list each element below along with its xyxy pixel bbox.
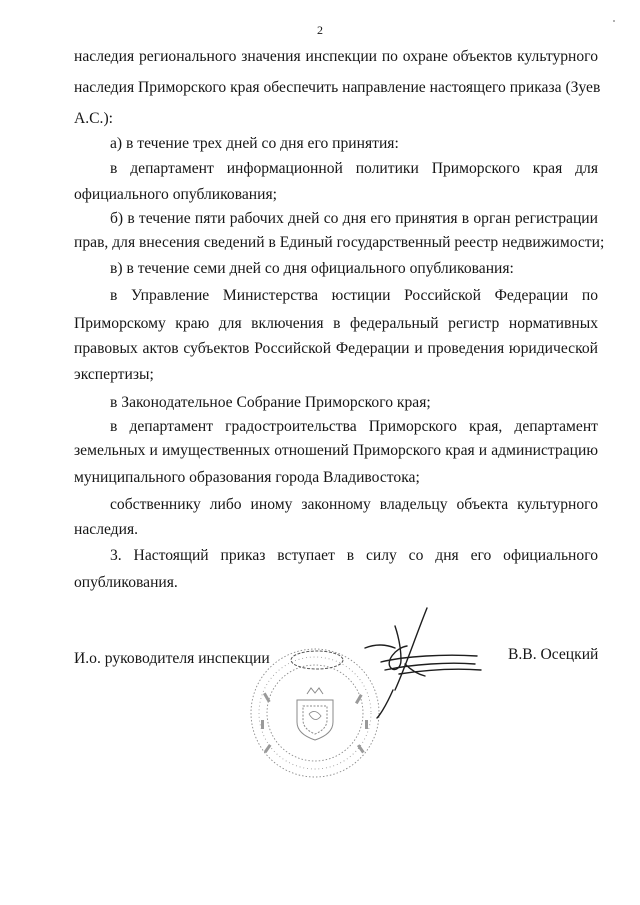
text-line: Приморскому краю для включения в федеральный регистр нормативных (74, 315, 598, 332)
text-line: правовых актов субъектов Российской Федерации и проведения юридической (74, 340, 598, 357)
text-line: а) в течение трех дней со дня его принятия: (110, 135, 399, 152)
text-line: 3. Настоящий приказ вступает в силу со дня его официального (110, 547, 598, 564)
text-line: муниципального образования города Владивостока; (74, 469, 420, 486)
text-line: в Законодательное Собрание Приморского края; (110, 394, 431, 411)
text-line: в) в течение семи дней со дня официального опубликования: (110, 260, 514, 277)
text-line: опубликования. (74, 574, 178, 591)
text-line: земельных и имущественных отношений Приморского края и администрацию (74, 442, 598, 459)
text-line: наследия Приморского края обеспечить направление настоящего приказа (Зуев (74, 79, 601, 96)
text-line: наследия регионального значения инспекции по охране объектов культурного (74, 48, 598, 65)
text-line: собственнику либо иному законному владельцу объекта культурного (110, 496, 598, 513)
handwritten-signature-icon (365, 608, 481, 718)
signer-name: В.В. Осецкий (508, 646, 599, 663)
text-line: экспертизы; (74, 366, 154, 383)
official-seal-icon (245, 598, 495, 783)
text-line: наследия. (74, 521, 139, 538)
text-line: прав, для внесения сведений в Единый государственный реестр недвижимости; (74, 234, 605, 251)
page-number: 2 (317, 23, 323, 37)
signer-title: И.о. руководителя инспекции (74, 650, 270, 667)
text-line: в департамент информационной политики Приморского края для (110, 160, 598, 177)
text-line: в Управление Министерства юстиции Российской Федерации по (110, 287, 598, 304)
text-line: А.С.): (74, 110, 113, 127)
text-line: б) в течение пяти рабочих дней со дня его принятия в орган регистрации (110, 210, 598, 227)
scan-speck (613, 20, 615, 22)
text-line: в департамент градостроительства Приморского края, департамент (110, 418, 598, 435)
text-line: официального опубликования; (74, 186, 277, 203)
